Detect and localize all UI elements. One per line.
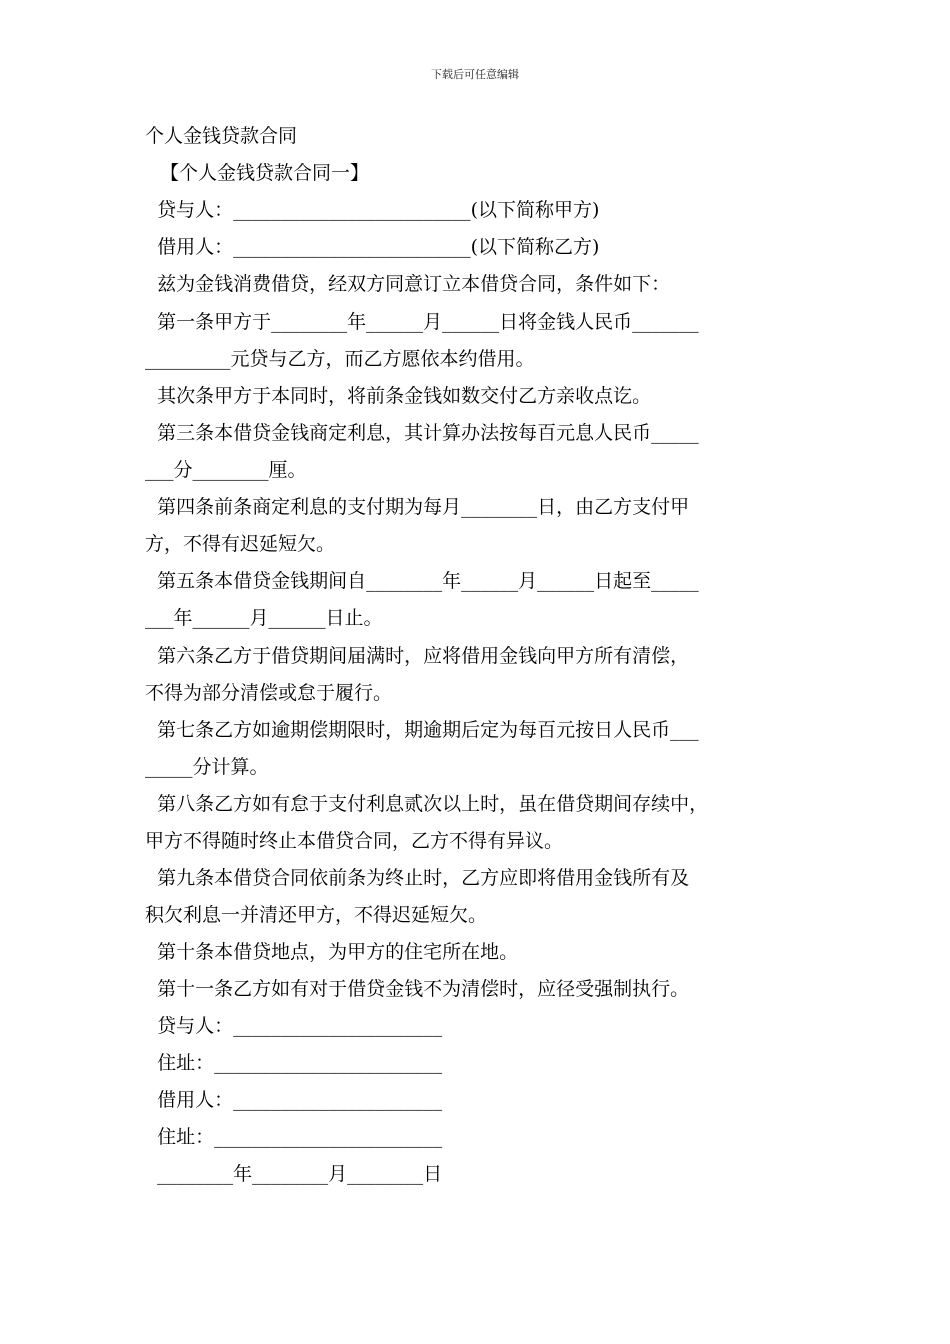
signature-line-address: 住址：________________________ (145, 1052, 443, 1074)
text-line: ___分________厘。 (145, 459, 307, 481)
section-heading: 【个人金钱贷款合同一】 (160, 162, 370, 184)
text-line: 其次条甲方于本同时，将前条金钱如数交付乙方亲收点讫。 (145, 385, 652, 407)
text-line: 第一条甲方于________年______月______日将金钱人民币_______ (145, 311, 699, 333)
text-line: 第四条前条商定利息的支付期为每月________日，由乙方支付甲 (145, 496, 690, 518)
text-line: _________元贷与乙方，而乙方愿依本约借用。 (145, 348, 535, 370)
signature-line-lender: 贷与人：______________________ (145, 1015, 443, 1037)
text-line: 第五条本借贷金钱期间自________年______月______日起至_____ (145, 570, 699, 592)
signature-line-borrower: 借用人：______________________ (145, 1089, 443, 1111)
text-line: 第三条本借贷金钱商定利息，其计算办法按每百元息人民币_____ (145, 422, 699, 444)
text-line: 贷与人：_________________________(以下简称甲方) (145, 199, 600, 221)
text-line: 第十一条乙方如有对于借贷金钱不为清偿时，应径受强制执行。 (145, 978, 690, 1000)
text-line: 第八条乙方如有怠于支付利息贰次以上时，虽在借贷期间存续中， (145, 793, 709, 815)
text-line: 积欠利息一并清还甲方，不得迟延短欠。 (145, 904, 488, 926)
text-line: 方，不得有迟延短欠。 (145, 533, 336, 555)
text-line: ___年______月______日止。 (145, 607, 383, 629)
text-line: 第七条乙方如逾期偿期限时，期逾期后定为每百元按日人民币___ (145, 719, 699, 741)
text-line: 第六条乙方于借贷期间届满时，应将借用金钱向甲方所有清偿， (145, 645, 690, 667)
text-line: 借用人：_________________________(以下简称乙方) (145, 236, 600, 258)
text-line: 第十条本借贷地点，为甲方的住宅所在地。 (145, 941, 519, 963)
text-line: 甲方不得随时终止本借贷合同，乙方不得有异议。 (145, 830, 564, 852)
page-header-note: 下载后可任意编辑 (431, 68, 519, 81)
text-line: 不得为部分清偿或怠于履行。 (145, 682, 393, 704)
signature-line-address: 住址：________________________ (145, 1126, 443, 1148)
text-line: 兹为金钱消费借贷，经双方同意订立本借贷合同，条件如下： (145, 273, 671, 295)
text-line: _____分计算。 (145, 756, 269, 778)
signature-date-line: ________年________月________日 (145, 1163, 443, 1185)
document-title: 个人金钱贷款合同 (145, 125, 298, 147)
text-line: 第九条本借贷合同依前条为终止时，乙方应即将借用金钱所有及 (145, 867, 690, 889)
